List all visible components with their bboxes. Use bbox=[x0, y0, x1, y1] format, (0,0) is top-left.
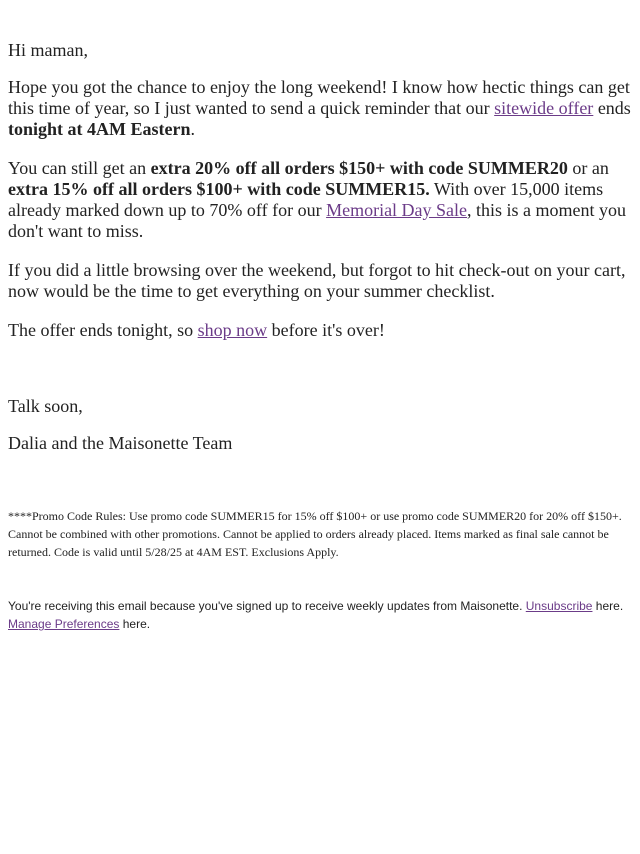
memorial-day-sale-link[interactable]: Memorial Day Sale bbox=[326, 200, 468, 220]
footer-text: here. bbox=[592, 599, 624, 613]
promo-code-rules: ****Promo Code Rules: Use promo code SUMMER15 for 15% off $100+ or use promo code SUMMER20 for 20% off $150+. Cannot be combined with other promotions. Cannot be applied to orders already placed. Items marked as final sale cannot be returned. Code is valid until 5/28/25 at 4AM EST. Exclusions Apply. bbox=[8, 509, 622, 559]
paragraph-offers bbox=[8, 158, 634, 242]
greeting: Hi maman, bbox=[8, 40, 88, 60]
spacer bbox=[8, 359, 634, 396]
deadline-text: tonight at 4AM Eastern bbox=[8, 119, 191, 139]
paragraph-text: ends bbox=[593, 98, 631, 118]
offer-summer15: extra 15% off all orders $100+ with code SUMMER15. bbox=[8, 179, 430, 199]
sitewide-offer-link[interactable]: sitewide offer bbox=[494, 98, 594, 118]
footer-text: You're receiving this email because you've signed up to receive weekly updates from Maisonette. bbox=[8, 599, 526, 613]
unsubscribe-link[interactable]: Unsubscribe bbox=[525, 599, 593, 613]
paragraph-text: You can still get an bbox=[8, 158, 151, 178]
manage-preferences-link[interactable]: Manage Preferences bbox=[8, 617, 120, 631]
email-body bbox=[8, 40, 634, 454]
paragraph-text: The offer ends tonight, so bbox=[8, 320, 198, 340]
paragraph-text: before it's over! bbox=[267, 320, 385, 340]
paragraph-shop-now bbox=[8, 320, 634, 341]
paragraph-text: With over 15,000 items already marked down up to 70% off for our bbox=[8, 179, 604, 220]
signoff: Talk soon, bbox=[8, 396, 83, 416]
paragraph-text: , this is a moment you don't want to miss. bbox=[8, 200, 627, 241]
paragraph-text: Hope you got the chance to enjoy the long weekend! I know how hectic things can get this time of year, so I just wanted to send a quick reminder that our bbox=[8, 77, 630, 118]
paragraph-text: . bbox=[190, 119, 195, 139]
offer-summer20: extra 20% off all orders $150+ with code SUMMER20 bbox=[150, 158, 568, 178]
signature: Dalia and the Maisonette Team bbox=[8, 433, 233, 453]
paragraph-text: or an bbox=[567, 158, 609, 178]
footer-text: here. bbox=[119, 617, 151, 631]
paragraph-cart: If you did a little browsing over the weekend, but forgot to hit check-out on your cart, now would be the time to get everything on your summer checklist. bbox=[8, 260, 626, 301]
email-footer bbox=[8, 597, 630, 633]
shop-now-link[interactable]: shop now bbox=[197, 320, 268, 340]
paragraph-reminder bbox=[8, 77, 634, 140]
